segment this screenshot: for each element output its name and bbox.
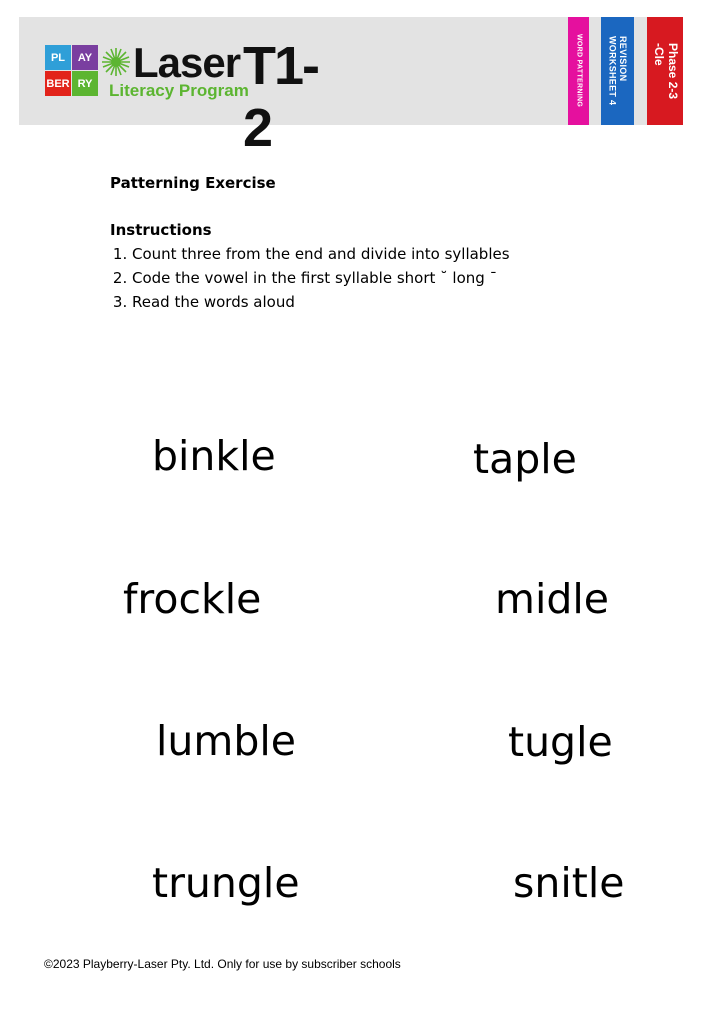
logo-subtitle: Literacy Program (109, 81, 249, 100)
copyright-footer: ©2023 Playberry-Laser Pty. Ltd. Only for use by subscriber schools (44, 957, 401, 971)
puzzle-piece: BER (45, 71, 71, 96)
ribbon-phase (647, 17, 683, 125)
word-binkle: binkle (152, 432, 276, 480)
puzzle-piece: PL (45, 45, 71, 70)
header-banner (19, 17, 681, 158)
laser-burst-icon (101, 47, 131, 77)
exercise-title: Patterning Exercise (110, 174, 276, 192)
word-frockle: frockle (123, 575, 262, 623)
word-trungle: trungle (152, 859, 300, 907)
instructions-heading: Instructions (110, 221, 212, 239)
puzzle-piece: AY (72, 45, 98, 70)
word-snitle: snitle (513, 859, 625, 907)
ribbon-word-patterning (568, 17, 589, 125)
instructions-list (110, 242, 510, 314)
word-lumble: lumble (156, 717, 296, 765)
instruction-item: 1. Count three from the end and divide into syllables (132, 242, 510, 266)
word-midle: midle (495, 575, 609, 623)
instruction-item: 2. Code the vowel in the first syllable short ˘ long ¯ (132, 266, 510, 290)
word-taple: taple (473, 435, 577, 483)
ribbon-label: WORD PATTERNING (575, 34, 583, 108)
instruction-item: 3. Read the words aloud (132, 290, 510, 314)
exercise-section (110, 171, 510, 314)
logo-level-text: T1-2 (243, 36, 318, 158)
word-tugle: tugle (508, 718, 613, 766)
ribbon-label: REVISION WORKSHEET 4 (607, 36, 628, 106)
logo-brand-text: Laser (133, 39, 241, 86)
playberry-puzzle-logo (45, 45, 99, 97)
puzzle-piece: RY (72, 71, 98, 96)
ribbon-revision-worksheet (601, 17, 634, 125)
ribbon-label: Phase 2-3 -Cle (652, 42, 680, 100)
laser-logo (45, 36, 345, 158)
